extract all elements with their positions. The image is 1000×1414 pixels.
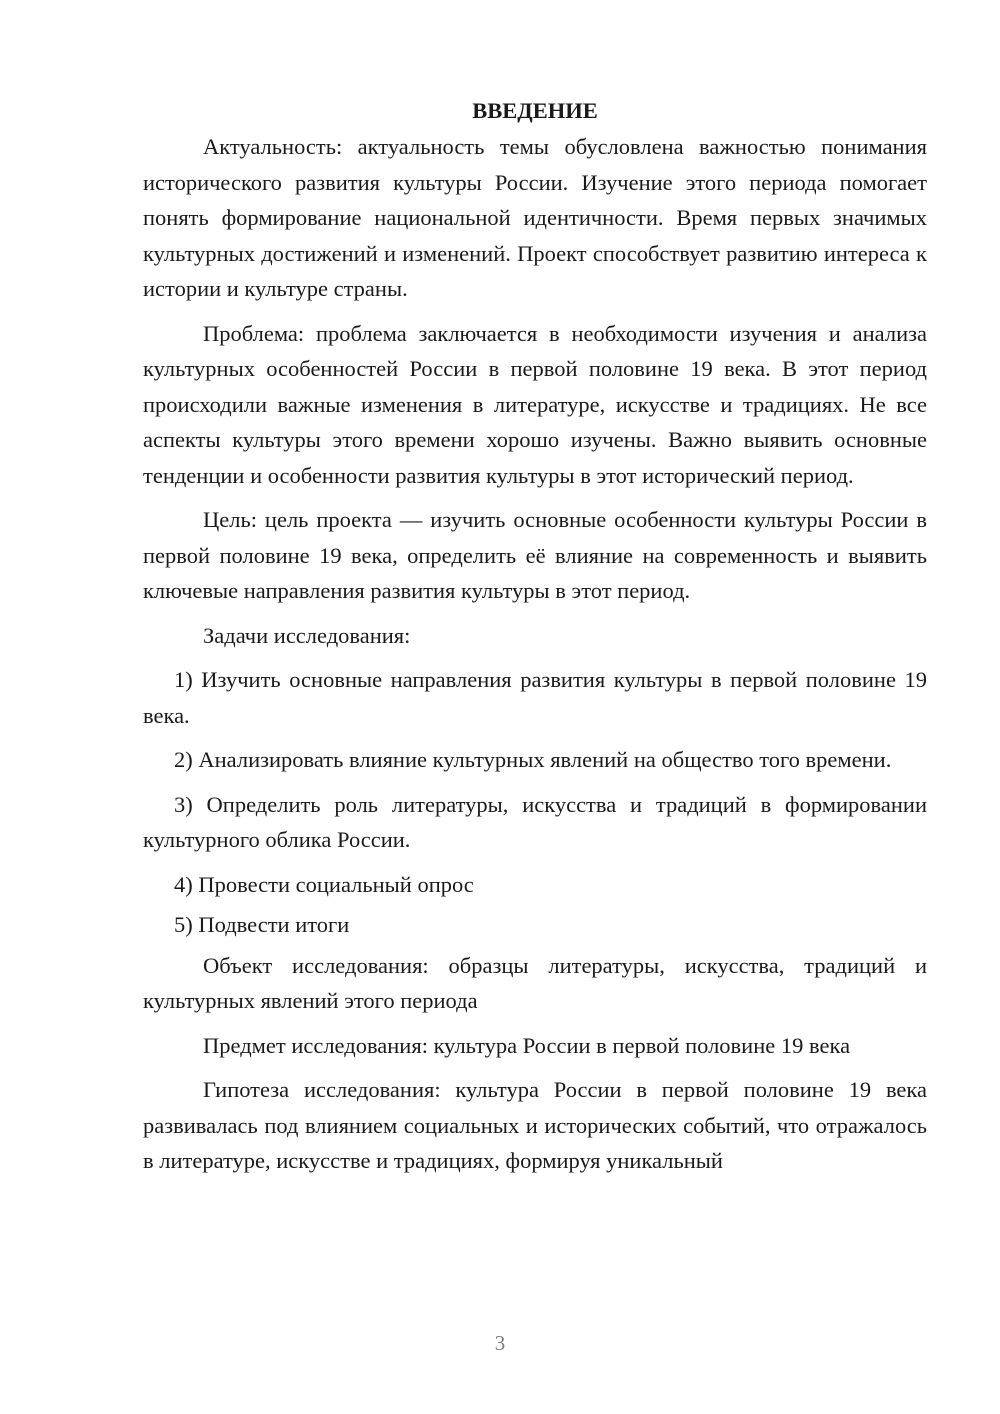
goal-paragraph: Цель: цель проекта — изучить основные особенности культуры России в первой половине 19 века, определить её влияние на современность и выявить ключевые направления развития культуры в этот период. [143, 507, 927, 603]
task-item: 5) Подвести итоги [174, 912, 350, 937]
section-heading: ВВЕДЕНИЕ [472, 98, 598, 123]
object-paragraph: Объект исследования: образцы литературы, искусства, традиций и культурных явлений этого периода [143, 952, 927, 1013]
task-item: 2) Анализировать влияние культурных явлений на общество того времени. [174, 747, 892, 772]
task-item: 1) Изучить основные направления развития культуры в первой половине 19 века. [143, 667, 927, 728]
relevance-paragraph: Актуальность: актуальность темы обусловлена важностью понимания исторического развития культуры России. Изучение этого периода помогает понять формирование национальной идентичности. Время первых значимых культурных достижений и изменений. Проект способствует развитию интереса к истории и культуре страны. [143, 134, 927, 301]
page-number: 3 [494, 1331, 506, 1355]
subject-paragraph: Предмет исследования: культура России в первой половине 19 века [203, 1032, 851, 1058]
task-item: 3) Определить роль литературы, искусства и традиций в формировании культурного облика России. [143, 791, 927, 852]
problem-paragraph: Проблема: проблема заключается в необходимости изучения и анализа культурных особенностей России в первой половине 19 века. В этот период происходили важные изменения в литературе, искусстве и традициях. Не все аспекты культуры этого времени хорошо изучены. Важно выявить основные тенденции и особенности развития культуры в этот исторический период. [143, 320, 927, 488]
tasks-title: Задачи исследования: [203, 622, 411, 648]
task-item: 4) Провести социальный опрос [174, 871, 474, 897]
hypothesis-paragraph: Гипотеза исследования: культура России в первой половине 19 века развивалась под влиянием социальных и исторических событий, что отражалось в литературе, искусстве и традициях, формируя уникальный [143, 1077, 927, 1173]
page-body [143, 94, 927, 1188]
